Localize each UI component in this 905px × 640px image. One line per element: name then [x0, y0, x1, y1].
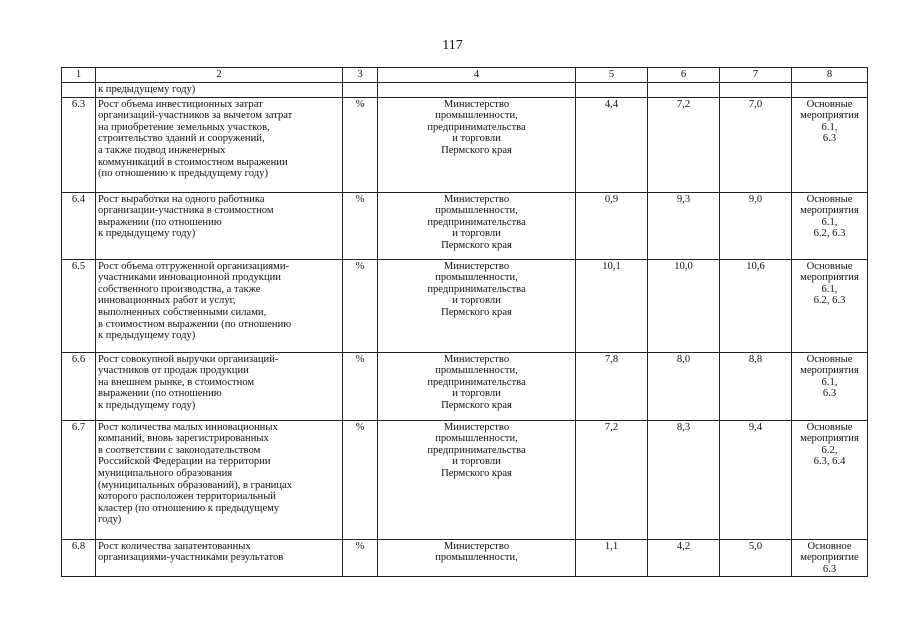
unit: % [343, 352, 378, 420]
value-col7: 10,6 [720, 259, 792, 352]
value-col7: 5,0 [720, 539, 792, 577]
responsible-executor: Министерство промышленности, предпринимательства и торговли Пермского края [378, 352, 576, 420]
table-row [62, 420, 868, 539]
indicator-name: Рост выработки на одного работника организации-участника в стоимостном выражении (по отношению к предыдущему году) [96, 192, 343, 259]
row-number: 6.6 [62, 352, 96, 420]
value-col6: 8,0 [648, 352, 720, 420]
table-row [62, 192, 868, 259]
unit: % [343, 259, 378, 352]
row-number: 6.5 [62, 259, 96, 352]
responsible-executor: Министерство промышленности, предпринимательства и торговли Пермского края [378, 97, 576, 192]
value-col7: 9,4 [720, 420, 792, 539]
value-col6: 8,3 [648, 420, 720, 539]
unit: % [343, 97, 378, 192]
empty-cell [720, 83, 792, 98]
responsible-executor: Министерство промышленности, предпринимательства и торговли Пермского края [378, 259, 576, 352]
value-col6: 4,2 [648, 539, 720, 577]
value-col5: 10,1 [576, 259, 648, 352]
indicator-name: Рост объема отгруженной организациями- участниками инновационной продукции собственного производства, а также инновационных работ и услуг, выполненных собственными силами, в стоимостном выражении (по отношению к предыдущему году) [96, 259, 343, 352]
page-number: 117 [442, 38, 463, 53]
responsible-executor: Министерство промышленности, предпринимательства и торговли Пермского края [378, 192, 576, 259]
value-col5: 1,1 [576, 539, 648, 577]
table-row [62, 97, 868, 192]
value-col7: 7,0 [720, 97, 792, 192]
row-number: 6.4 [62, 192, 96, 259]
column-number: 5 [576, 68, 648, 83]
related-measures: Основное мероприятие 6.3 [792, 539, 868, 577]
value-col6: 9,3 [648, 192, 720, 259]
column-number: 8 [792, 68, 868, 83]
empty-cell [378, 83, 576, 98]
continuation-row [62, 83, 868, 98]
value-col6: 7,2 [648, 97, 720, 192]
continuation-text: к предыдущему году) [96, 83, 343, 98]
column-number: 4 [378, 68, 576, 83]
related-measures: Основные мероприятия 6.1, 6.3 [792, 352, 868, 420]
column-number-row [62, 68, 868, 83]
empty-cell [792, 83, 868, 98]
value-col7: 8,8 [720, 352, 792, 420]
responsible-executor: Министерство промышленности, предпринимательства и торговли Пермского края [378, 420, 576, 539]
empty-cell [343, 83, 378, 98]
empty-cell [576, 83, 648, 98]
related-measures: Основные мероприятия 6.1, 6.2, 6.3 [792, 259, 868, 352]
value-col5: 0,9 [576, 192, 648, 259]
value-col5: 7,8 [576, 352, 648, 420]
row-number: 6.3 [62, 97, 96, 192]
table-row [62, 352, 868, 420]
table-row [62, 259, 868, 352]
indicator-name: Рост количества запатентованных организациями-участниками результатов [96, 539, 343, 577]
responsible-executor: Министерство промышленности, [378, 539, 576, 577]
value-col7: 9,0 [720, 192, 792, 259]
unit: % [343, 192, 378, 259]
related-measures: Основные мероприятия 6.1, 6.3 [792, 97, 868, 192]
empty-cell [62, 83, 96, 98]
indicators-table [61, 67, 868, 577]
indicator-name: Рост совокупной выручки организаций- участников от продаж продукции на внешнем рынке, в стоимостном выражении (по отношению к предыдущему году) [96, 352, 343, 420]
value-col6: 10,0 [648, 259, 720, 352]
column-number: 2 [96, 68, 343, 83]
value-col5: 4,4 [576, 97, 648, 192]
row-number: 6.8 [62, 539, 96, 577]
row-number: 6.7 [62, 420, 96, 539]
column-number: 1 [62, 68, 96, 83]
column-number: 7 [720, 68, 792, 83]
related-measures: Основные мероприятия 6.2, 6.3, 6.4 [792, 420, 868, 539]
indicator-name: Рост количества малых инновационных компаний, вновь зарегистрированных в соответствии с законодательством Российской Федерации на территории муниципального образования (муниципальных образований), в границах которого расположен территориальный кластер (по отношению к предыдущему году) [96, 420, 343, 539]
column-number: 3 [343, 68, 378, 83]
unit: % [343, 420, 378, 539]
table-row [62, 539, 868, 577]
indicator-name: Рост объема инвестиционных затрат организаций-участников за вычетом затрат на приобретение земельных участков, строительство зданий и сооружений, а также подвод инженерных коммуникаций в стоимостном выражении (по отношению к предыдущему году) [96, 97, 343, 192]
empty-cell [648, 83, 720, 98]
related-measures: Основные мероприятия 6.1, 6.2, 6.3 [792, 192, 868, 259]
column-number: 6 [648, 68, 720, 83]
value-col5: 7,2 [576, 420, 648, 539]
unit: % [343, 539, 378, 577]
